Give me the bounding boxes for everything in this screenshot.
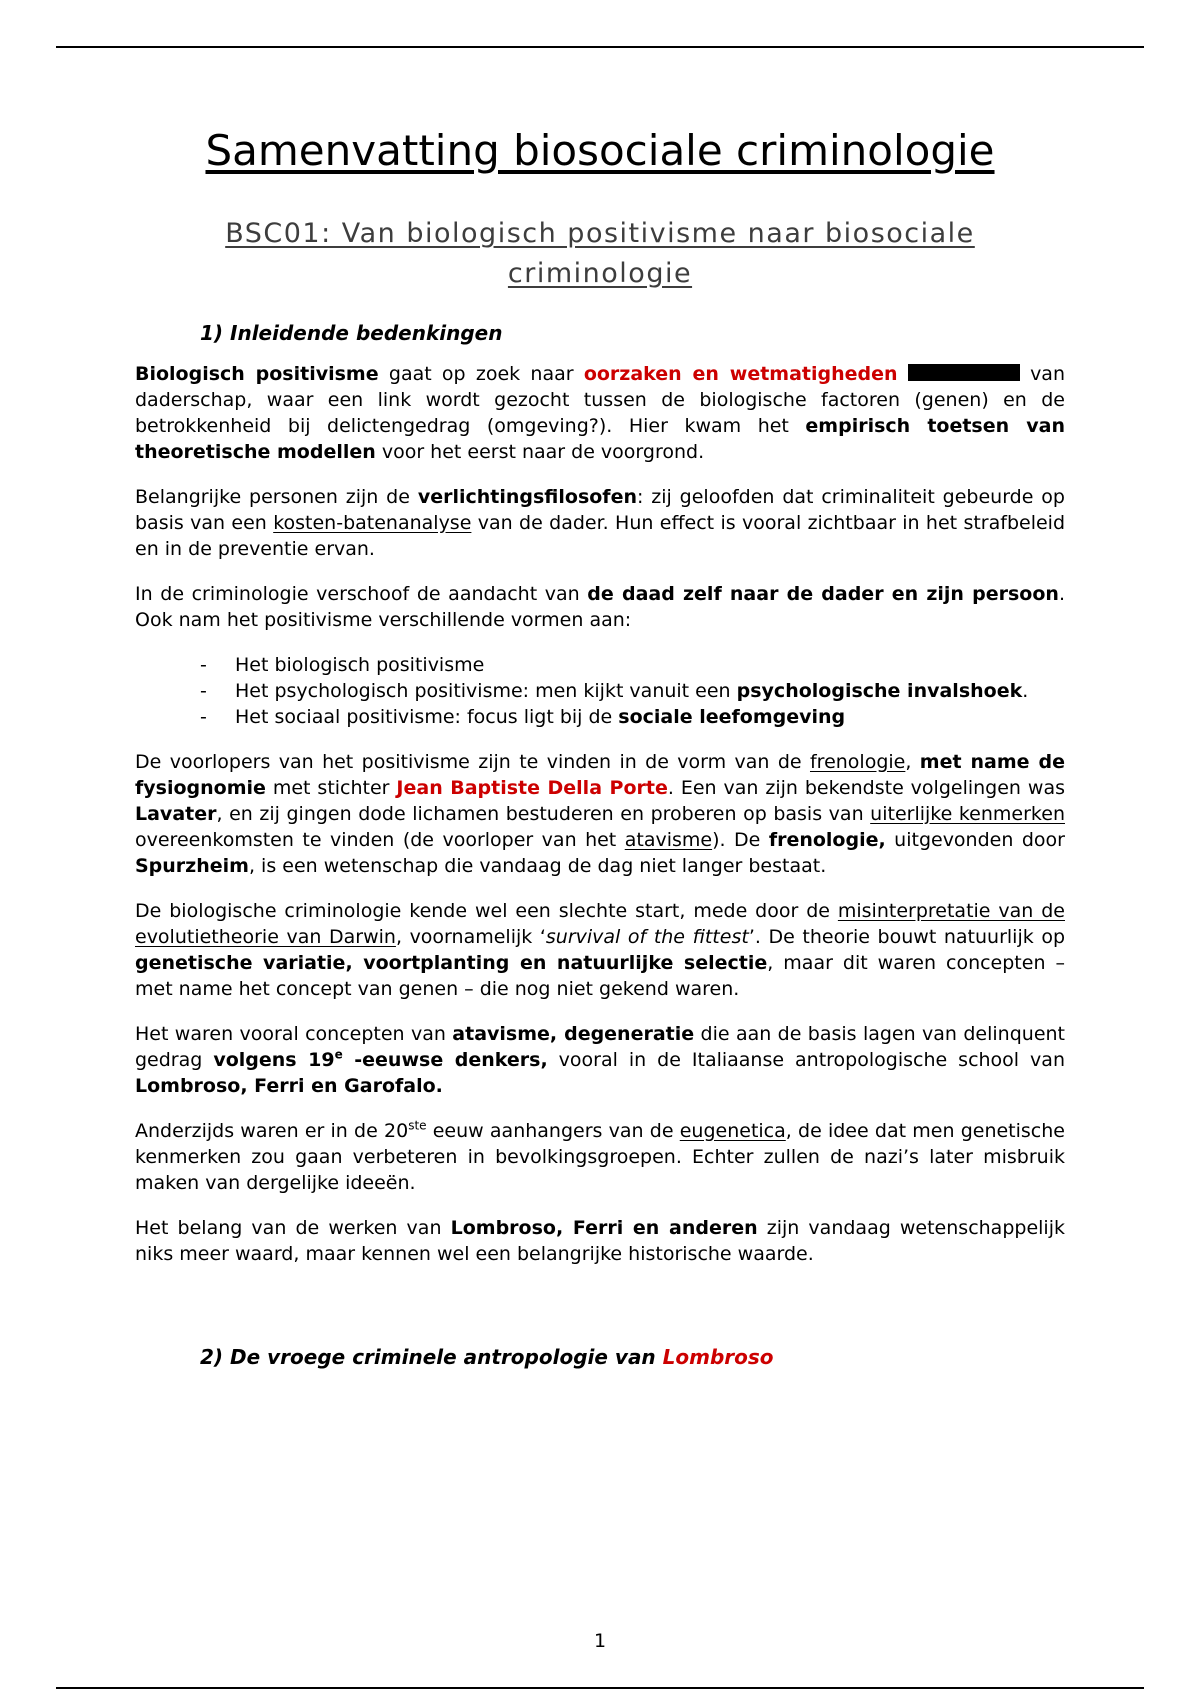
text-segment: de daad zelf naar de dader en zijn persoon <box>587 582 1059 605</box>
text-segment: empirisch toetsen van theoretische modellen <box>135 414 1065 463</box>
list-item <box>235 678 1065 704</box>
subtitle-line-2: criminologie <box>507 257 693 289</box>
text-segment: . Een van zijn bekendste volgelingen was <box>667 776 1065 799</box>
text-segment: met name de fysiognomie <box>135 750 1066 799</box>
paragraph <box>135 361 1065 465</box>
paragraph <box>135 749 1065 879</box>
text-segment: met stichter <box>265 776 397 799</box>
text-segment: gaat op zoek naar <box>378 362 584 385</box>
document-body <box>135 321 1065 1369</box>
paragraph <box>135 898 1065 1002</box>
text-segment: . Ook nam het positivisme verschillende vormen aan: <box>135 582 1065 631</box>
text-segment: genetische variatie, voortplanting en natuurlijke selectie <box>135 951 768 974</box>
text-segment: oorzaken en wetmatigheden <box>583 362 898 385</box>
paragraph <box>135 581 1065 633</box>
text-segment: Het belang van de werken van <box>135 1216 451 1239</box>
text-segment: De voorlopers van het positivisme zijn te vinden in de vorm van de <box>135 750 810 773</box>
paragraph <box>135 1215 1065 1267</box>
text-segment: , maar dit waren concepten – met name het concept van genen – die nog niet gekend waren. <box>135 951 1065 1000</box>
text-segment: e <box>334 1047 343 1062</box>
text-segment: van de dader. Hun effect is vooral zichtbaar in het strafbeleid en in de preventie ervan. <box>135 511 1066 560</box>
text-segment: sociale leefomgeving <box>618 705 846 728</box>
text-segment: , voornamelijk ‘ <box>395 925 546 948</box>
text-segment: Het psychologisch positivisme: men kijkt vanuit een <box>235 679 737 702</box>
document-title: Samenvatting biosociale criminologie <box>205 126 995 175</box>
text-segment: , <box>905 750 920 773</box>
text-segment: van daderschap, waar een link wordt gezocht tussen de biologische factoren (genen) en de betrokkenheid bij delictengedrag (omgeving?). Hier kwam het <box>135 362 1065 437</box>
text-segment: psychologische invalshoek <box>736 679 1023 702</box>
list-item <box>235 652 1065 678</box>
text-segment: In de criminologie verschoof de aandacht van <box>135 582 588 605</box>
text-segment: survival of the fittest <box>545 925 749 948</box>
section-heading <box>135 321 1065 345</box>
subtitle-line-1: BSC01: Van biologisch positivisme naar biosociale <box>225 218 975 250</box>
text-segment: , de idee dat men genetische kenmerken zou gaan verbeteren in bevolkingsgroepen. Echter zullen de nazi’s later misbruik maken van dergelijke ideeën. <box>135 1119 1065 1194</box>
text-segment: Het biologisch positivisme <box>235 653 485 676</box>
text-segment: Biologisch positivisme <box>135 362 379 385</box>
text-segment: Het waren vooral concepten van <box>135 1022 453 1045</box>
text-segment: Lombroso, Ferri en Garofalo. <box>135 1074 443 1097</box>
bottom-rule <box>56 1687 1144 1689</box>
text-segment: Het sociaal positivisme: focus ligt bij de <box>235 705 619 728</box>
text-segment: die aan de basis lagen van delinquent gedrag <box>135 1022 1065 1071</box>
text-segment: Belangrijke personen zijn de <box>135 485 418 508</box>
text-segment: overeenkomsten te vinden (de voorloper van het <box>135 828 625 851</box>
text-segment: atavisme <box>624 828 713 851</box>
text-segment: De biologische criminologie kende wel een slechte start, mede door de <box>135 899 838 922</box>
text-segment: ’. De theorie bouwt natuurlijk op <box>748 925 1065 948</box>
document-subtitle <box>135 214 1065 292</box>
text-segment: atavisme, degeneratie <box>452 1022 695 1045</box>
text-segment: Anderzijds waren er in de 20 <box>135 1119 409 1142</box>
text-segment: verlichtingsfilosofen <box>417 485 637 508</box>
page-number: 1 <box>593 1630 607 1652</box>
text-segment: -eeuwse denkers, <box>342 1048 548 1071</box>
section-heading <box>135 1345 1065 1369</box>
text-segment: ste <box>408 1118 427 1133</box>
text-segment: Jean Baptiste Della Porte <box>396 776 668 799</box>
text-segment: Lavater <box>135 802 217 825</box>
bullet-list <box>135 652 1065 730</box>
text-segment: uitgevonden door <box>885 828 1065 851</box>
paragraph <box>135 484 1065 562</box>
text-segment: eugenetica <box>679 1119 786 1142</box>
text-segment <box>898 363 908 385</box>
text-segment: Lombroso, Ferri en anderen <box>450 1216 758 1239</box>
text-segment: , en zij gingen dode lichamen bestuderen en proberen op basis van <box>216 802 871 825</box>
paragraph <box>135 1021 1065 1099</box>
text-segment: ). De <box>712 828 769 851</box>
text-segment: Lombroso <box>662 1344 774 1369</box>
text-segment: , is een wetenschap die vandaag de dag niet langer bestaat. <box>248 854 827 877</box>
top-rule <box>56 46 1144 48</box>
list-item <box>235 704 1065 730</box>
text-segment: Spurzheim <box>135 854 249 877</box>
text-segment: vooral in de Italiaanse antropologische school van <box>547 1048 1065 1071</box>
paragraph <box>135 1118 1065 1196</box>
text-segment: voor het eerst naar de voorgrond. <box>375 440 705 463</box>
text-segment: 2) De vroege criminele antropologie van <box>200 1344 663 1369</box>
text-segment: volgens 19 <box>213 1048 335 1071</box>
text-segment: . <box>1022 679 1029 702</box>
text-segment: 1) Inleidende bedenkingen <box>200 320 503 345</box>
text-segment: kosten-batenanalyse <box>273 511 472 534</box>
text-segment: : zij geloofden dat criminaliteit gebeurde op basis van een <box>135 485 1065 534</box>
text-segment: frenologie, <box>768 828 886 851</box>
document-content <box>135 126 1065 1385</box>
redaction-bar <box>908 364 1020 381</box>
text-segment: zijn vandaag wetenschappelijk niks meer waard, maar kennen wel een belangrijke historische waarde. <box>135 1216 1065 1265</box>
text-segment: frenologie <box>809 750 906 773</box>
text-segment: uiterlijke kenmerken <box>870 802 1065 825</box>
text-segment: eeuw aanhangers van de <box>426 1119 680 1142</box>
text-segment: misinterpretatie van de evolutietheorie van Darwin <box>135 899 1065 948</box>
